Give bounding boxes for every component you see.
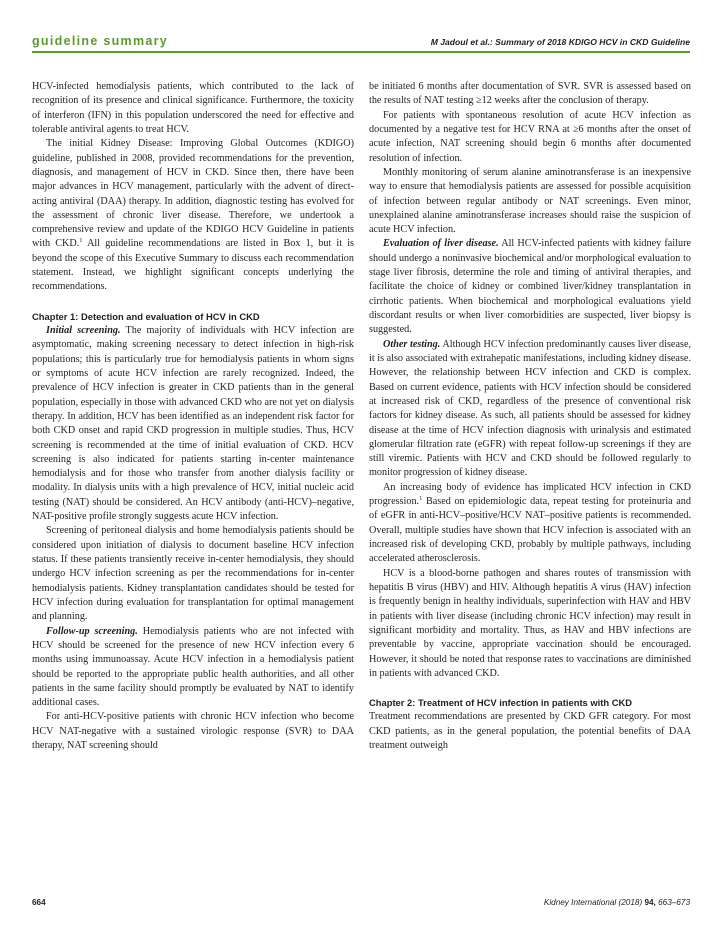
right-column — [369, 80, 691, 753]
paragraph: Treatment recommendations are presented by CKD GFR category. For most CKD patients, as in the general population, the potential benefits of DAA treatment outweigh — [369, 711, 691, 752]
text-run: Hemodialysis patients who are not infected with HCV should be screened for the presence of new HCV infection every 6 months using immunoassay. Acute HCV infection in a hemodialysis patient should be reported to the appropriate public health authorities, and all other patients in the same facility should promptly be evaluated by NAT to identify additional cases. — [32, 625, 354, 709]
text-run: All guideline recommendations are listed in Box 1, but it is beyond the scope of this Executive Summary to discuss each recommendation statement. Instead, we highlight significant concepts underlying the recommendations. — [32, 238, 354, 293]
text-run: The majority of individuals with HCV infection are asymptomatic, making screening necessary to detect infection in high-risk populations; this is particularly true for hemodialysis patients in whom signs or symptoms of acute HCV infection are rarely recognized. Indeed, the prevalence of HCV infection is greater in CKD patients than in the general population, especially in those with advanced CKD who are not yet on dialysis therapy. In addition, HCV has been identified as an independent risk factor for both CKD onset and rapid CKD progression in multiple studies. Thus, HCV screening is recommended at the time of initial evaluation of CKD. HCV screening is also indicated for patients starting in-center maintenance hemodialysis and for those who transfer from another dialysis facility or modality. In dialysis units with a high prevalence of HCV, initial nucleic acid testing (NAT) should be considered. An HCV antibody (anti-HCV)–negative, NAT-positive profile strongly suggests acute HCV infection. — [32, 325, 355, 523]
citation-ref: 1 — [419, 495, 423, 503]
paragraph: HCV-infected hemodialysis patients, which contributed to the lack of recognition of its presence and clinical significance. Furthermore, the toxicity of interferon (IFN) in this population underscored the need for effective and tolerable antiviral agents to treat HCV. — [32, 81, 354, 135]
paragraph: For patients with spontaneous resolution of acute HCV infection as documented by a negative test for HCV RNA at ≥6 months after the onset of acute infection, NAT screening should begin 6 months after documented resolution of infection. — [369, 109, 691, 164]
running-title: M Jadoul et al.: Summary of 2018 KDIGO HCV in CKD Guideline — [430, 37, 690, 47]
section-label: guideline summary — [32, 34, 169, 48]
paragraph: be initiated 6 months after documentation of SVR. SVR is assessed based on the results of NAT testing ≥12 weeks after the conclusion of therapy. — [369, 81, 691, 107]
citation-ref: 1 — [79, 237, 83, 245]
text-run: Although HCV infection predominantly causes liver disease, it is also associated with extrahepatic manifestations, including kidney disease. However, the relationship between HCV infection and CKD is complex. Based on current evidence, patients with HCV infection should be considered at increased risk of CKD, regardless of the presence of conventional risk factors for kidney disease. As such, all patients should be assessed for kidney disease at the time of HCV infection diagnosis with urinalysis and estimated glomerular filtration rate (eGFR) with repeat follow-up screenings if they are still viremic. Patients with HCV and CKD should be followed regularly to monitor progression of kidney disease. — [369, 338, 692, 479]
journal-pages: 663–673 — [655, 898, 690, 907]
journal-citation — [544, 898, 690, 907]
paragraph — [32, 324, 354, 524]
chapter-1-heading: Chapter 1: Detection and evaluation of HCV in CKD — [32, 310, 260, 322]
chapter-2-heading: Chapter 2: Treatment of HCV infection in patients with CKD — [369, 697, 633, 709]
paragraph — [369, 338, 691, 481]
text-run: All HCV-infected patients with kidney failure should undergo a noninvasive biochemical and/or morphological evaluation to stage liver fibrosis, determine the role and timing of antiviral therapies, and facilitate the choice of kidney or combined liver/kidney transplantation in cirrhotic patients. When biochemical and morphological evaluations yield discordant results or when liver comorbidities are suspected, liver biopsy is suggested. — [369, 238, 691, 336]
header-rule — [32, 51, 690, 53]
paragraph: HCV is a blood-borne pathogen and shares routes of transmission with hepatitis B virus (HBV) and HIV. Although hepatitis A virus (HAV) infection is frequently benign in healthy individuals, superinfection with HAV and HBV in patients with liver disease (including chronic HCV infection) may result in significant morbidity and mortality. Thus, as HAV and HBV infections are preventable by vaccine, appropriate vaccination should be encouraged. However, it should be noted that response rates to vaccinations are diminished in patients with advanced CKD. — [369, 567, 691, 679]
text-run: The initial Kidney Disease: Improving Global Outcomes (KDIGO) guideline, published in 2008, provided recommendations for the prevention, diagnosis, and management of HCV in CKD. Since then, there have been major advances in HCV management, particularly with the advent of direct-acting antiviral (DAA) therapy. In addition, diagnostic testing has evolved for the assessment of chronic liver disease. Therefore, we undertook a comprehensive review and update of the KDIGO HCV Guideline in patients with CKD. — [32, 138, 354, 250]
run-in-heading: Initial screening. — [46, 325, 121, 336]
text-run: Based on epidemiologic data, repeat testing for proteinuria and of eGFR in anti-HCV–positive/HCV NAT–positive patients is recommended. Overall, multiple studies have shown that HCV infection is associated with an increased risk of developing CKD, probably by multiple pathways, including accelerated atherosclerosis. — [369, 496, 691, 565]
paragraph: Screening of peritoneal dialysis and home hemodialysis patients should be considered upon initiation of dialysis to document baseline HCV infection status. If these patients transiently receive in-center hemodialysis, they should undergo HCV infection screening as per the recommendations for in-center hemodialysis patients. Kidney transplantation candidates should be tested for HCV infection during evaluation for transplantation for optimal management and planning. — [32, 525, 354, 623]
paragraph — [32, 137, 354, 294]
run-in-heading: Other testing. — [383, 338, 441, 350]
journal-volume: 94, — [644, 898, 656, 907]
run-in-heading: Follow-up screening. — [46, 625, 138, 637]
run-in-heading: Evaluation of liver disease. — [383, 238, 499, 250]
paragraph: Monthly monitoring of serum alanine aminotransferase is an inexpensive way to ensure that hemodialysis patients are assessed for possible acquisition of infection between regular antibody or NAT screenings. Even minor, unexplained alanine aminotransferase increases should raise the suspicion of acute HCV infection. — [369, 166, 691, 236]
journal-name: Kidney International (2018) — [543, 898, 645, 907]
paragraph — [369, 481, 691, 567]
left-column — [32, 80, 354, 753]
text-run: An increasing body of evidence has implicated HCV infection in CKD progression. — [369, 481, 691, 508]
paragraph — [32, 625, 354, 711]
page-number: 664 — [32, 898, 46, 907]
paragraph: For anti-HCV-positive patients with chronic HCV infection who become HCV NAT-negative with a sustained virologic response (SVR) to DAA therapy, NAT screening should — [32, 711, 354, 752]
paragraph — [369, 237, 691, 337]
